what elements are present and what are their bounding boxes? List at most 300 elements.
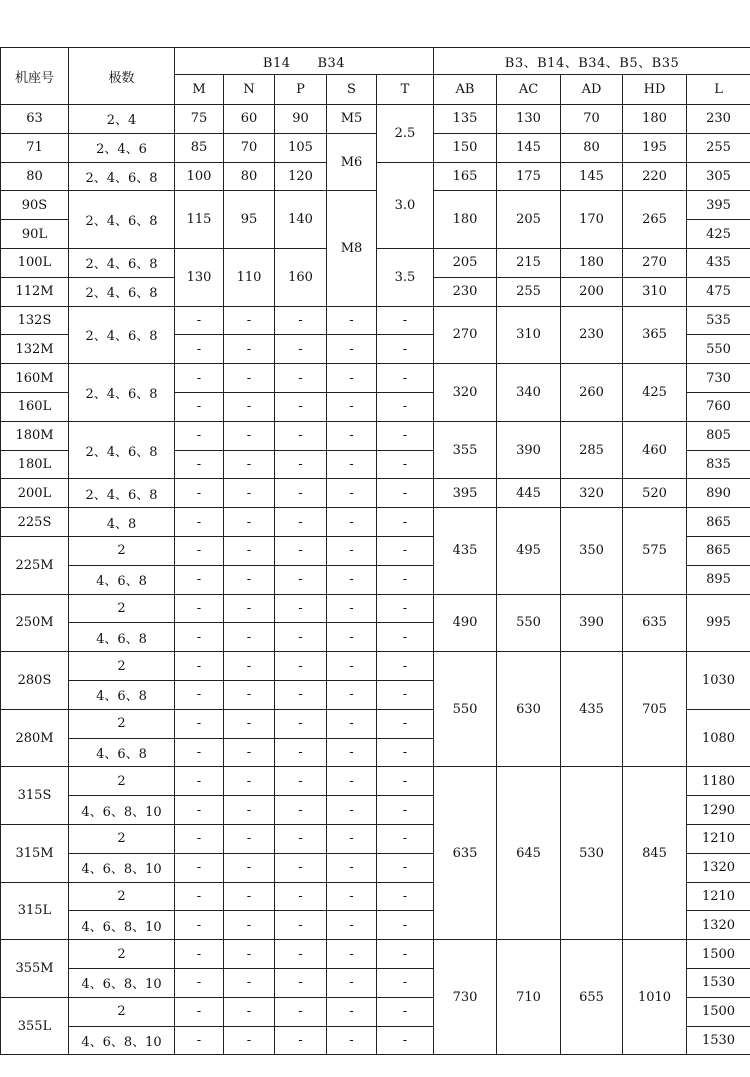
table-row	[1, 306, 750, 335]
cell-s: -	[327, 335, 377, 364]
cell-n: -	[224, 738, 275, 767]
cell-p: 105	[275, 133, 327, 162]
table-row	[1, 767, 750, 796]
cell-p: -	[275, 1026, 327, 1055]
cell-s: -	[327, 479, 377, 508]
cell-m: -	[175, 508, 224, 537]
cell-m: -	[175, 594, 224, 623]
cell-m: 100	[175, 162, 224, 191]
cell-frame: 280M	[1, 709, 69, 767]
cell-frame: 100L	[1, 248, 69, 277]
cell-l: 425	[687, 220, 750, 249]
cell-s: -	[327, 306, 377, 335]
header-poles: 极数	[69, 48, 175, 105]
cell-ac: 710	[497, 940, 561, 1055]
cell-p: -	[275, 940, 327, 969]
cell-p: -	[275, 796, 327, 825]
cell-ad: 180	[561, 248, 623, 277]
cell-poles: 2、4、6、8	[69, 162, 175, 191]
cell-p: -	[275, 450, 327, 479]
cell-hd: 425	[623, 364, 687, 422]
cell-m: -	[175, 680, 224, 709]
cell-m: -	[175, 882, 224, 911]
header-ad: AD	[561, 75, 623, 105]
cell-p: -	[275, 536, 327, 565]
header-group-b14-b34: B14 B34	[175, 48, 434, 75]
cell-s: -	[327, 824, 377, 853]
cell-l: 1210	[687, 824, 750, 853]
table-row	[1, 508, 750, 537]
cell-frame: 90L	[1, 220, 69, 249]
cell-ad: 350	[561, 508, 623, 594]
cell-poles: 2	[69, 882, 175, 911]
cell-ab: 165	[434, 162, 497, 191]
cell-s: -	[327, 594, 377, 623]
cell-m: -	[175, 968, 224, 997]
cell-s: -	[327, 968, 377, 997]
cell-ab: 730	[434, 940, 497, 1055]
cell-n: -	[224, 968, 275, 997]
cell-l: 865	[687, 508, 750, 537]
cell-frame: 250M	[1, 594, 69, 652]
cell-t: -	[377, 738, 434, 767]
cell-s: -	[327, 1026, 377, 1055]
cell-frame: 180L	[1, 450, 69, 479]
cell-frame: 180M	[1, 421, 69, 450]
cell-poles: 2	[69, 594, 175, 623]
cell-p: -	[275, 652, 327, 681]
cell-p: -	[275, 911, 327, 940]
header-m: M	[175, 75, 224, 105]
cell-s: -	[327, 911, 377, 940]
cell-ac: 495	[497, 508, 561, 594]
cell-l: 1320	[687, 853, 750, 882]
header-ab: AB	[434, 75, 497, 105]
cell-m: -	[175, 853, 224, 882]
cell-t: -	[377, 421, 434, 450]
cell-t: -	[377, 882, 434, 911]
cell-ac: 255	[497, 277, 561, 306]
cell-frame: 315M	[1, 824, 69, 882]
cell-n: -	[224, 824, 275, 853]
cell-l: 835	[687, 450, 750, 479]
cell-ad: 390	[561, 594, 623, 652]
header-hd: HD	[623, 75, 687, 105]
cell-p: -	[275, 623, 327, 652]
cell-poles: 4、6、8、10	[69, 911, 175, 940]
cell-t: -	[377, 1026, 434, 1055]
cell-hd: 1010	[623, 940, 687, 1055]
cell-p: 160	[275, 248, 327, 306]
cell-p: -	[275, 824, 327, 853]
table-row	[1, 594, 750, 623]
cell-t: -	[377, 796, 434, 825]
cell-t: 2.5	[377, 105, 434, 163]
header-n: N	[224, 75, 275, 105]
table-row	[1, 421, 750, 450]
cell-s: M8	[327, 191, 377, 306]
header-l: L	[687, 75, 750, 105]
cell-poles: 4、6、8、10	[69, 1026, 175, 1055]
cell-s: -	[327, 652, 377, 681]
cell-l: 395	[687, 191, 750, 220]
cell-ab: 180	[434, 191, 497, 249]
cell-m: -	[175, 479, 224, 508]
cell-frame: 71	[1, 133, 69, 162]
cell-n: 110	[224, 248, 275, 306]
cell-l: 1180	[687, 767, 750, 796]
cell-n: 70	[224, 133, 275, 162]
cell-n: -	[224, 796, 275, 825]
cell-poles: 2	[69, 709, 175, 738]
cell-ac: 550	[497, 594, 561, 652]
cell-ad: 200	[561, 277, 623, 306]
cell-ab: 635	[434, 767, 497, 940]
cell-m: 75	[175, 105, 224, 134]
cell-m: -	[175, 306, 224, 335]
cell-l: 535	[687, 306, 750, 335]
cell-n: -	[224, 565, 275, 594]
cell-poles: 2	[69, 940, 175, 969]
cell-t: -	[377, 450, 434, 479]
cell-frame: 355L	[1, 997, 69, 1055]
cell-l: 730	[687, 364, 750, 393]
cell-ac: 390	[497, 421, 561, 479]
cell-ad: 260	[561, 364, 623, 422]
cell-ad: 80	[561, 133, 623, 162]
cell-m: -	[175, 536, 224, 565]
cell-s: -	[327, 450, 377, 479]
cell-ac: 310	[497, 306, 561, 364]
cell-poles: 4、6、8	[69, 565, 175, 594]
cell-frame: 225M	[1, 536, 69, 594]
cell-t: -	[377, 997, 434, 1026]
cell-ad: 230	[561, 306, 623, 364]
cell-ab: 270	[434, 306, 497, 364]
cell-p: 120	[275, 162, 327, 191]
cell-poles: 4、6、8、10	[69, 796, 175, 825]
cell-p: -	[275, 335, 327, 364]
cell-l: 230	[687, 105, 750, 134]
cell-l: 475	[687, 277, 750, 306]
cell-s: -	[327, 623, 377, 652]
cell-frame: 160L	[1, 392, 69, 421]
cell-l: 1080	[687, 709, 750, 767]
table-row	[1, 479, 750, 508]
cell-poles: 2、4、6、8	[69, 277, 175, 306]
cell-ad: 170	[561, 191, 623, 249]
cell-p: -	[275, 853, 327, 882]
cell-poles: 2	[69, 767, 175, 796]
cell-l: 1500	[687, 997, 750, 1026]
cell-s: -	[327, 680, 377, 709]
cell-l: 1320	[687, 911, 750, 940]
cell-poles: 2、4、6、8	[69, 421, 175, 479]
cell-n: -	[224, 508, 275, 537]
cell-l: 550	[687, 335, 750, 364]
cell-ad: 435	[561, 652, 623, 767]
table-row	[1, 940, 750, 969]
cell-poles: 2、4、6、8	[69, 479, 175, 508]
cell-hd: 845	[623, 767, 687, 940]
cell-s: -	[327, 364, 377, 393]
cell-p: -	[275, 594, 327, 623]
cell-m: -	[175, 997, 224, 1026]
header-t: T	[377, 75, 434, 105]
cell-l: 1290	[687, 796, 750, 825]
cell-hd: 220	[623, 162, 687, 191]
cell-ab: 150	[434, 133, 497, 162]
cell-m: -	[175, 767, 224, 796]
cell-l: 1210	[687, 882, 750, 911]
cell-p: -	[275, 565, 327, 594]
cell-n: 60	[224, 105, 275, 134]
cell-n: -	[224, 594, 275, 623]
cell-frame: 160M	[1, 364, 69, 393]
cell-t: -	[377, 364, 434, 393]
cell-l: 435	[687, 248, 750, 277]
cell-m: 130	[175, 248, 224, 306]
cell-l: 995	[687, 594, 750, 652]
cell-t: -	[377, 508, 434, 537]
cell-poles: 2、4、6、8	[69, 306, 175, 364]
cell-ab: 205	[434, 248, 497, 277]
cell-frame: 132S	[1, 306, 69, 335]
cell-t: -	[377, 853, 434, 882]
cell-n: -	[224, 421, 275, 450]
cell-t: -	[377, 306, 434, 335]
cell-ac: 215	[497, 248, 561, 277]
cell-hd: 520	[623, 479, 687, 508]
cell-p: -	[275, 680, 327, 709]
cell-n: -	[224, 536, 275, 565]
cell-frame: 132M	[1, 335, 69, 364]
cell-ac: 205	[497, 191, 561, 249]
cell-n: -	[224, 652, 275, 681]
header-row-1	[1, 48, 750, 75]
cell-m: -	[175, 940, 224, 969]
cell-m: -	[175, 623, 224, 652]
cell-p: -	[275, 767, 327, 796]
cell-t: -	[377, 392, 434, 421]
cell-p: 140	[275, 191, 327, 249]
cell-ab: 435	[434, 508, 497, 594]
cell-s: -	[327, 709, 377, 738]
cell-n: -	[224, 392, 275, 421]
cell-m: -	[175, 911, 224, 940]
cell-n: -	[224, 767, 275, 796]
cell-hd: 635	[623, 594, 687, 652]
cell-p: 90	[275, 105, 327, 134]
cell-m: 115	[175, 191, 224, 249]
cell-p: -	[275, 968, 327, 997]
cell-p: -	[275, 392, 327, 421]
cell-frame: 63	[1, 105, 69, 134]
table-row	[1, 652, 750, 681]
cell-n: -	[224, 335, 275, 364]
cell-p: -	[275, 882, 327, 911]
cell-frame: 355M	[1, 940, 69, 998]
cell-l: 760	[687, 392, 750, 421]
cell-m: -	[175, 796, 224, 825]
cell-hd: 365	[623, 306, 687, 364]
cell-hd: 180	[623, 105, 687, 134]
cell-ad: 530	[561, 767, 623, 940]
header-ac: AC	[497, 75, 561, 105]
cell-poles: 4、6、8、10	[69, 853, 175, 882]
cell-ad: 70	[561, 105, 623, 134]
cell-s: -	[327, 421, 377, 450]
cell-s: -	[327, 767, 377, 796]
cell-poles: 4、6、8	[69, 623, 175, 652]
cell-ab: 320	[434, 364, 497, 422]
cell-s: -	[327, 565, 377, 594]
cell-l: 1500	[687, 940, 750, 969]
cell-n: 80	[224, 162, 275, 191]
cell-ac: 145	[497, 133, 561, 162]
cell-frame: 90S	[1, 191, 69, 220]
table-row	[1, 191, 750, 220]
cell-ac: 175	[497, 162, 561, 191]
cell-p: -	[275, 738, 327, 767]
cell-l: 895	[687, 565, 750, 594]
cell-poles: 2	[69, 536, 175, 565]
cell-l: 805	[687, 421, 750, 450]
cell-n: -	[224, 450, 275, 479]
cell-poles: 2、4	[69, 105, 175, 134]
cell-ac: 645	[497, 767, 561, 940]
cell-hd: 575	[623, 508, 687, 594]
cell-p: -	[275, 421, 327, 450]
cell-hd: 310	[623, 277, 687, 306]
cell-t: -	[377, 335, 434, 364]
cell-s: -	[327, 392, 377, 421]
cell-m: -	[175, 1026, 224, 1055]
cell-t: -	[377, 824, 434, 853]
cell-m: -	[175, 335, 224, 364]
cell-ad: 320	[561, 479, 623, 508]
header-p: P	[275, 75, 327, 105]
cell-frame: 315S	[1, 767, 69, 825]
cell-s: -	[327, 536, 377, 565]
cell-m: -	[175, 565, 224, 594]
cell-ab: 230	[434, 277, 497, 306]
cell-s: -	[327, 738, 377, 767]
cell-l: 255	[687, 133, 750, 162]
cell-s: -	[327, 853, 377, 882]
header-s: S	[327, 75, 377, 105]
cell-s: M5	[327, 105, 377, 134]
cell-s: -	[327, 882, 377, 911]
cell-frame: 315L	[1, 882, 69, 940]
table-row	[1, 133, 750, 162]
cell-n: -	[224, 911, 275, 940]
cell-t: -	[377, 623, 434, 652]
cell-poles: 2	[69, 824, 175, 853]
cell-l: 305	[687, 162, 750, 191]
cell-m: -	[175, 450, 224, 479]
cell-t: -	[377, 767, 434, 796]
cell-hd: 270	[623, 248, 687, 277]
cell-n: -	[224, 997, 275, 1026]
cell-p: -	[275, 364, 327, 393]
table-row	[1, 105, 750, 134]
table-row	[1, 364, 750, 393]
cell-poles: 4、6、8	[69, 738, 175, 767]
cell-ab: 490	[434, 594, 497, 652]
cell-t: -	[377, 968, 434, 997]
cell-t: -	[377, 652, 434, 681]
cell-l: 865	[687, 536, 750, 565]
cell-ad: 145	[561, 162, 623, 191]
cell-n: -	[224, 709, 275, 738]
cell-hd: 705	[623, 652, 687, 767]
cell-m: 85	[175, 133, 224, 162]
cell-ac: 130	[497, 105, 561, 134]
cell-m: -	[175, 652, 224, 681]
cell-poles: 2、4、6、8	[69, 364, 175, 422]
cell-t: -	[377, 536, 434, 565]
cell-poles: 4、6、8、10	[69, 968, 175, 997]
cell-t: -	[377, 594, 434, 623]
cell-n: -	[224, 853, 275, 882]
cell-p: -	[275, 479, 327, 508]
cell-hd: 195	[623, 133, 687, 162]
cell-frame: 200L	[1, 479, 69, 508]
cell-m: -	[175, 421, 224, 450]
cell-s: -	[327, 997, 377, 1026]
cell-poles: 2	[69, 997, 175, 1026]
cell-s: M6	[327, 133, 377, 191]
cell-s: -	[327, 508, 377, 537]
header-frame-size: 机座号	[1, 48, 69, 105]
cell-hd: 265	[623, 191, 687, 249]
cell-poles: 2、4、6、8	[69, 248, 175, 277]
cell-ac: 630	[497, 652, 561, 767]
cell-ab: 395	[434, 479, 497, 508]
cell-m: -	[175, 709, 224, 738]
cell-ab: 355	[434, 421, 497, 479]
cell-poles: 2、4、6、8	[69, 191, 175, 249]
cell-ad: 655	[561, 940, 623, 1055]
cell-s: -	[327, 940, 377, 969]
cell-m: -	[175, 364, 224, 393]
cell-s: -	[327, 796, 377, 825]
cell-t: 3.0	[377, 162, 434, 248]
cell-n: -	[224, 882, 275, 911]
cell-ab: 135	[434, 105, 497, 134]
cell-n: -	[224, 1026, 275, 1055]
cell-ab: 550	[434, 652, 497, 767]
cell-poles: 4、8	[69, 508, 175, 537]
cell-frame: 112M	[1, 277, 69, 306]
cell-n: -	[224, 623, 275, 652]
cell-m: -	[175, 738, 224, 767]
cell-frame: 225S	[1, 508, 69, 537]
cell-m: -	[175, 392, 224, 421]
cell-hd: 460	[623, 421, 687, 479]
cell-frame: 80	[1, 162, 69, 191]
cell-t: -	[377, 940, 434, 969]
cell-n: -	[224, 364, 275, 393]
cell-ad: 285	[561, 421, 623, 479]
cell-t: -	[377, 911, 434, 940]
cell-p: -	[275, 997, 327, 1026]
cell-n: -	[224, 306, 275, 335]
cell-m: -	[175, 824, 224, 853]
header-group-b3-b35: B3、B14、B34、B5、B35	[434, 48, 750, 75]
cell-poles: 2、4、6	[69, 133, 175, 162]
